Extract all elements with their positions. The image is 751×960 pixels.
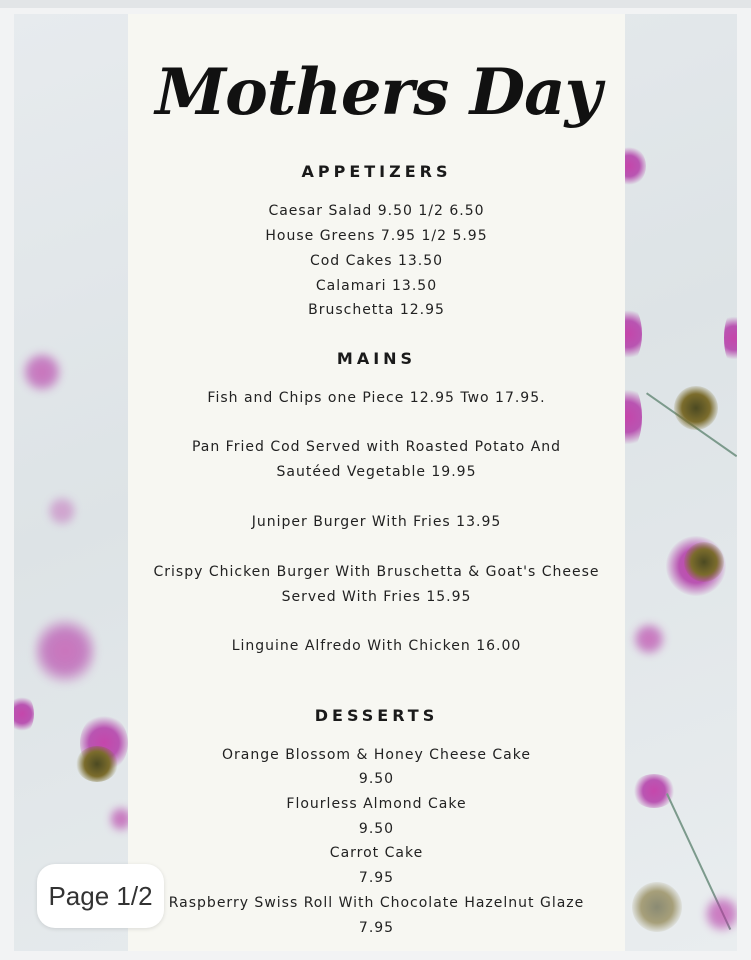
menu-item-price: 7.95 bbox=[358, 870, 395, 886]
menu-item: Carrot Cake bbox=[329, 845, 424, 861]
flower-decoration bbox=[632, 882, 682, 932]
flower-decoration bbox=[724, 310, 737, 366]
menu-item: House Greens 7.95 1/2 5.95 bbox=[265, 228, 488, 244]
menu-item-price: 9.50 bbox=[358, 771, 395, 787]
menu-item: Caesar Salad 9.50 1/2 6.50 bbox=[268, 203, 485, 219]
flower-decoration bbox=[34, 614, 96, 688]
flower-decoration bbox=[704, 894, 737, 934]
flower-decoration bbox=[632, 622, 666, 656]
menu-item: Fish and Chips one Piece 12.95 Two 17.95. bbox=[207, 390, 546, 406]
menu-item: Cod Cakes 13.50 bbox=[309, 253, 444, 269]
menu-item: Raspberry Swiss Roll With Chocolate Hazelnut Glaze bbox=[168, 895, 585, 911]
menu-item: Pan Fried Cod Served with Roasted Potato And bbox=[191, 439, 562, 455]
flower-decoration bbox=[76, 746, 118, 782]
flower-decoration bbox=[48, 494, 76, 528]
menu-item: Sautéed Vegetable 19.95 bbox=[276, 464, 477, 480]
menu-item: Linguine Alfredo With Chicken 16.00 bbox=[231, 638, 522, 654]
page-indicator[interactable]: Page 1/2 bbox=[37, 864, 164, 928]
menu-item: Bruschetta 12.95 bbox=[308, 302, 445, 318]
section-heading-desserts: DESSERTS bbox=[314, 706, 439, 725]
menu-item: Crispy Chicken Burger With Bruschetta & Goat's Cheese bbox=[153, 564, 600, 580]
menu-item-price: 7.95 bbox=[358, 920, 395, 936]
menu-item: Flourless Almond Cake bbox=[286, 796, 467, 812]
menu-item: Served With Fries 15.95 bbox=[281, 589, 472, 605]
menu-title bbox=[128, 22, 625, 162]
section-heading-mains: MAINS bbox=[336, 349, 417, 368]
top-strip bbox=[0, 0, 751, 8]
menu-item: Orange Blossom & Honey Cheese Cake bbox=[222, 747, 531, 763]
flower-decoration bbox=[674, 386, 718, 430]
menu-item: Juniper Burger With Fries 13.95 bbox=[251, 514, 502, 530]
flower-decoration bbox=[684, 542, 724, 582]
flower-decoration bbox=[22, 350, 62, 394]
menu-item-price: 9.50 bbox=[358, 821, 395, 837]
menu-title-text: Mothers Day bbox=[155, 55, 601, 130]
section-heading-appetizers: APPETIZERS bbox=[301, 162, 452, 181]
menu-item: Calamari 13.50 bbox=[315, 278, 438, 294]
flower-decoration bbox=[14, 694, 34, 734]
